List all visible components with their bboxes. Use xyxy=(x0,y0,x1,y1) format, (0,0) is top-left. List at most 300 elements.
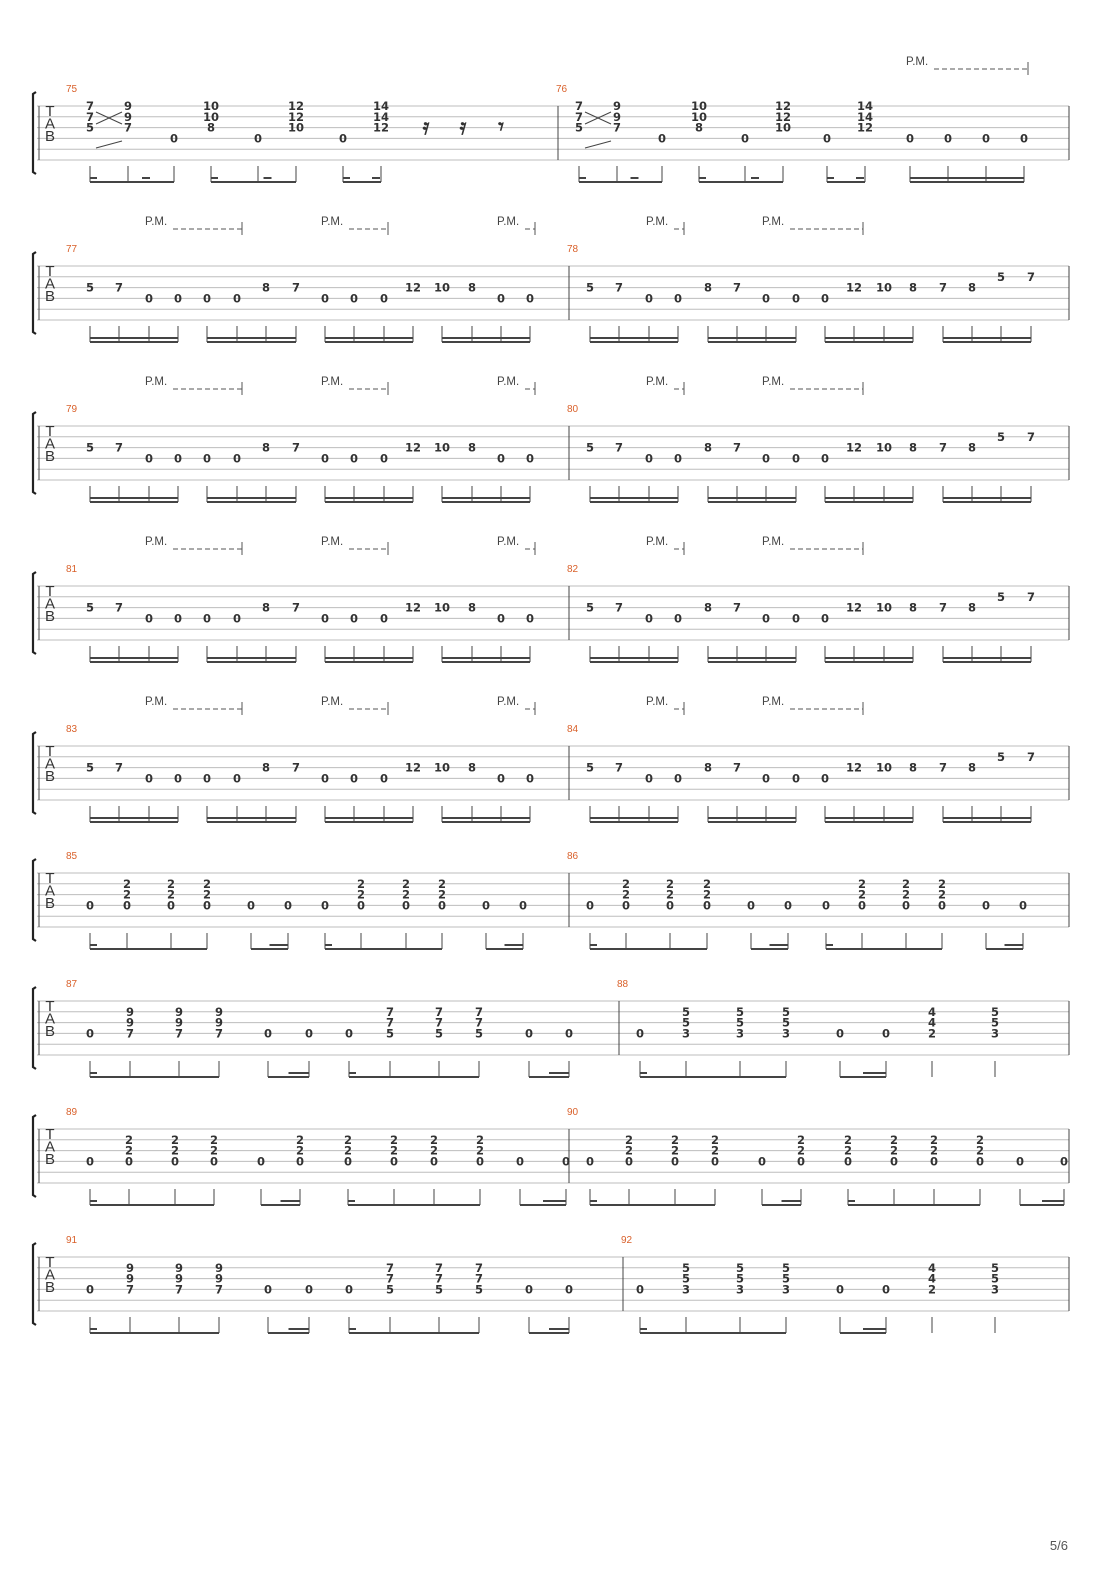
fret-number: 2 xyxy=(202,887,212,902)
fret-number: 2 xyxy=(295,1143,305,1158)
fret-number: 0 xyxy=(437,898,447,913)
fret-number: 2 xyxy=(437,887,447,902)
rhythm-group xyxy=(90,1317,569,1333)
fret-number: 2 xyxy=(122,876,132,891)
fret-number: 7 xyxy=(1026,429,1036,444)
fret-number: 2 xyxy=(889,1143,899,1158)
fret-number: 0 xyxy=(761,291,771,306)
palm-mute-group xyxy=(646,696,863,715)
fret-number: 5 xyxy=(990,1015,1000,1030)
fret-number: 12 xyxy=(856,120,874,135)
fret-number: 2 xyxy=(401,876,411,891)
fret-number: 5 xyxy=(996,749,1006,764)
rhythm-group xyxy=(590,1189,1064,1205)
fret-number: 5 xyxy=(681,1015,691,1030)
fret-number: 0 xyxy=(564,1282,574,1297)
fret-number: 12 xyxy=(845,280,863,295)
fret-number: 0 xyxy=(356,898,366,913)
fret-number: 7 xyxy=(434,1271,444,1286)
fret-number: 7 xyxy=(291,600,301,615)
tab-clef-letter: B xyxy=(44,128,56,145)
rhythm-group xyxy=(640,1317,995,1333)
fret-number: 8 xyxy=(908,760,918,775)
fret-number: 0 xyxy=(761,771,771,786)
fret-number: 7 xyxy=(938,600,948,615)
fret-number: 5 xyxy=(681,1271,691,1286)
fret-number: 7 xyxy=(385,1015,395,1030)
fret-number: 2 xyxy=(796,1132,806,1147)
fret-number: 9 xyxy=(174,1271,184,1286)
tab-clef-letter: A xyxy=(44,275,56,293)
fret-number: 5 xyxy=(585,760,595,775)
rest-symbol: 𝄿 xyxy=(459,114,467,140)
palm-mute-group xyxy=(646,536,863,555)
fret-number: 2 xyxy=(429,1132,439,1147)
rhythm-group xyxy=(90,1061,569,1077)
fret-number: 0 xyxy=(343,1154,353,1169)
fret-number: 2 xyxy=(389,1143,399,1158)
fret-number: 0 xyxy=(144,771,154,786)
fret-number: 0 xyxy=(122,898,132,913)
fret-number: 9 xyxy=(612,99,622,113)
fret-number: 0 xyxy=(783,898,793,913)
note-group xyxy=(86,761,534,786)
fret-number: 0 xyxy=(232,451,242,466)
fret-number: 0 xyxy=(202,611,212,626)
fret-number: 8 xyxy=(261,600,271,615)
fret-number: 5 xyxy=(781,1004,791,1019)
tab-clef-letter: T xyxy=(45,998,55,1015)
fret-number: 12 xyxy=(404,440,422,455)
fret-number: 2 xyxy=(401,887,411,902)
fret-number: 0 xyxy=(169,131,179,146)
fret-number: 14 xyxy=(856,99,874,113)
fret-number: 0 xyxy=(173,611,183,626)
fret-number: 2 xyxy=(166,887,176,902)
fret-number: 0 xyxy=(644,771,654,786)
fret-number: 0 xyxy=(710,1154,720,1169)
measure-number: 91 xyxy=(66,1235,78,1246)
fret-number: 0 xyxy=(232,611,242,626)
fret-number: 0 xyxy=(256,1154,266,1169)
fret-number: 0 xyxy=(173,771,183,786)
measure-number: 81 xyxy=(66,564,78,575)
fret-number: 2 xyxy=(343,1143,353,1158)
fret-number: 0 xyxy=(740,131,750,146)
fret-number: 2 xyxy=(475,1143,485,1158)
fret-number: 0 xyxy=(881,1282,891,1297)
fret-number: 7 xyxy=(1026,749,1036,764)
fret-number: 0 xyxy=(202,898,212,913)
tab-clef-letter: B xyxy=(44,448,56,465)
fret-number: 8 xyxy=(467,760,477,775)
fret-number: 5 xyxy=(385,1282,395,1297)
fret-number: 5 xyxy=(735,1004,745,1019)
fret-number: 0 xyxy=(124,1154,134,1169)
fret-number: 5 xyxy=(85,440,95,455)
fret-number: 0 xyxy=(518,898,528,913)
fret-number: 9 xyxy=(214,1271,224,1286)
fret-number: 0 xyxy=(665,898,675,913)
rhythm-group xyxy=(90,1189,566,1205)
fret-number: 12 xyxy=(845,760,863,775)
fret-number: 7 xyxy=(938,280,948,295)
note-group xyxy=(86,601,534,626)
fret-number: 8 xyxy=(703,440,713,455)
fret-number: 0 xyxy=(209,1154,219,1169)
fret-number: 0 xyxy=(820,451,830,466)
fret-number: 9 xyxy=(214,1015,224,1030)
fret-number: 7 xyxy=(291,760,301,775)
fret-number: 0 xyxy=(144,611,154,626)
fret-number: 7 xyxy=(385,1004,395,1019)
palm-mute-label: P.M. xyxy=(646,376,669,388)
fret-number: 2 xyxy=(843,1132,853,1147)
tab-staff xyxy=(33,859,1069,941)
fret-number: 3 xyxy=(990,1282,1000,1297)
fret-number: 2 xyxy=(901,887,911,902)
tab-clef-letter: A xyxy=(44,115,56,133)
fret-number: 0 xyxy=(673,451,683,466)
fret-number: 9 xyxy=(214,1004,224,1019)
fret-number: 0 xyxy=(901,898,911,913)
note-group xyxy=(86,281,534,306)
fret-number: 7 xyxy=(385,1271,395,1286)
fret-number: 0 xyxy=(496,291,506,306)
palm-mute-label: P.M. xyxy=(321,536,344,548)
fret-number: 10 xyxy=(202,109,220,124)
tab-clef-letter: B xyxy=(44,768,56,785)
fret-number: 2 xyxy=(389,1132,399,1147)
palm-mute-label: P.M. xyxy=(145,216,168,228)
fret-number: 5 xyxy=(574,120,584,135)
fret-number: 0 xyxy=(349,291,359,306)
fret-number: 5 xyxy=(996,429,1006,444)
fret-number: 5 xyxy=(474,1282,484,1297)
fret-number: 5 xyxy=(781,1260,791,1275)
palm-mute-label: P.M. xyxy=(321,696,344,708)
fret-number: 0 xyxy=(144,291,154,306)
measure-number: 85 xyxy=(66,851,78,862)
fret-number: 7 xyxy=(434,1260,444,1275)
fret-number: 7 xyxy=(214,1026,224,1041)
fret-number: 0 xyxy=(981,898,991,913)
fret-number: 5 xyxy=(681,1004,691,1019)
rhythm-group xyxy=(590,646,1031,662)
palm-mute-group xyxy=(646,376,863,395)
fret-number: 7 xyxy=(732,600,742,615)
palm-mute-label: P.M. xyxy=(145,376,168,388)
fret-number: 0 xyxy=(835,1282,845,1297)
fret-number: 0 xyxy=(657,131,667,146)
fret-number: 2 xyxy=(975,1132,985,1147)
fret-number: 0 xyxy=(320,291,330,306)
tab-clef-letter: A xyxy=(44,1138,56,1156)
palm-mute-group xyxy=(646,216,863,235)
fret-number: 5 xyxy=(990,1260,1000,1275)
fret-number: 0 xyxy=(843,1154,853,1169)
fret-number: 0 xyxy=(635,1282,645,1297)
system-bracket xyxy=(33,572,36,654)
fret-number: 2 xyxy=(670,1132,680,1147)
palm-mute-label: P.M. xyxy=(497,696,520,708)
fret-number: 7 xyxy=(114,280,124,295)
fret-number: 5 xyxy=(585,280,595,295)
measure-number: 83 xyxy=(66,724,78,735)
fret-number: 0 xyxy=(320,451,330,466)
fret-number: 8 xyxy=(467,440,477,455)
fret-number: 5 xyxy=(735,1015,745,1030)
fret-number: 0 xyxy=(525,771,535,786)
fret-number: 10 xyxy=(875,280,893,295)
fret-number: 5 xyxy=(781,1015,791,1030)
fret-number: 7 xyxy=(1026,269,1036,284)
fret-number: 0 xyxy=(525,611,535,626)
fret-number: 12 xyxy=(774,99,792,113)
tab-clef-letter: A xyxy=(44,435,56,453)
fret-number: 8 xyxy=(703,280,713,295)
measure-number: 75 xyxy=(66,84,78,95)
palm-mute-label: P.M. xyxy=(762,376,785,388)
fret-number: 10 xyxy=(875,600,893,615)
fret-number: 8 xyxy=(261,760,271,775)
tab-clef-letter: T xyxy=(45,870,55,887)
fret-number: 7 xyxy=(174,1282,184,1297)
tab-staff xyxy=(33,1115,1069,1197)
fret-number: 0 xyxy=(253,131,263,146)
fret-number: 0 xyxy=(857,898,867,913)
fret-number: 3 xyxy=(681,1026,691,1041)
fret-number: 0 xyxy=(1018,898,1028,913)
fret-number: 0 xyxy=(835,1026,845,1041)
fret-number: 0 xyxy=(929,1154,939,1169)
system-bracket xyxy=(33,1243,36,1325)
fret-number: 0 xyxy=(644,291,654,306)
fret-number: 0 xyxy=(295,1154,305,1169)
fret-number: 0 xyxy=(349,611,359,626)
palm-mute-label: P.M. xyxy=(762,696,785,708)
fret-number: 3 xyxy=(781,1026,791,1041)
fret-number: 2 xyxy=(621,876,631,891)
fret-number: 5 xyxy=(474,1026,484,1041)
fret-number: 12 xyxy=(404,280,422,295)
fret-number: 0 xyxy=(670,1154,680,1169)
note-group xyxy=(86,441,534,466)
fret-number: 0 xyxy=(283,898,293,913)
tab-clef-letter: T xyxy=(45,423,55,440)
rest-symbol: 𝄾 xyxy=(498,114,504,140)
fret-number: 0 xyxy=(561,1154,571,1169)
fret-number: 8 xyxy=(703,600,713,615)
rhythm-group xyxy=(579,166,1024,182)
fret-number: 0 xyxy=(975,1154,985,1169)
fret-number: 0 xyxy=(1015,1154,1025,1169)
fret-number: 9 xyxy=(125,1004,135,1019)
fret-number: 0 xyxy=(791,451,801,466)
palm-mute-label: P.M. xyxy=(646,216,669,228)
measure-number: 80 xyxy=(567,404,579,415)
fret-number: 0 xyxy=(202,771,212,786)
fret-number: 0 xyxy=(585,1154,595,1169)
fret-number: 0 xyxy=(820,611,830,626)
fret-number: 0 xyxy=(515,1154,525,1169)
fret-number: 10 xyxy=(433,440,451,455)
fret-number: 0 xyxy=(822,131,832,146)
fret-number: 0 xyxy=(202,451,212,466)
fret-number: 0 xyxy=(144,451,154,466)
system-bracket xyxy=(33,732,36,814)
fret-number: 8 xyxy=(908,440,918,455)
fret-number: 0 xyxy=(796,1154,806,1169)
fret-number: 10 xyxy=(875,760,893,775)
palm-mute-group xyxy=(145,536,535,555)
tab-clef-letter: A xyxy=(44,882,56,900)
fret-number: 2 xyxy=(843,1143,853,1158)
fret-number: 7 xyxy=(938,760,948,775)
fret-number: 7 xyxy=(474,1260,484,1275)
fret-number: 8 xyxy=(967,760,977,775)
fret-number: 2 xyxy=(624,1143,634,1158)
fret-number: 5 xyxy=(681,1260,691,1275)
measure-number: 76 xyxy=(556,84,568,95)
fret-number: 5 xyxy=(990,1271,1000,1286)
measure-number: 82 xyxy=(567,564,579,575)
fret-number: 0 xyxy=(85,1282,95,1297)
fret-number: 2 xyxy=(475,1132,485,1147)
fret-number: 0 xyxy=(349,771,359,786)
palm-mute-label: P.M. xyxy=(321,376,344,388)
fret-number: 7 xyxy=(732,760,742,775)
fret-number: 0 xyxy=(496,771,506,786)
system-bracket xyxy=(33,92,36,174)
palm-mute-label: P.M. xyxy=(906,56,929,68)
fret-number: 0 xyxy=(429,1154,439,1169)
fret-number: 5 xyxy=(385,1026,395,1041)
fret-number: 7 xyxy=(125,1026,135,1041)
fret-number: 5 xyxy=(434,1282,444,1297)
fret-number: 5 xyxy=(735,1260,745,1275)
fret-number: 2 xyxy=(857,876,867,891)
fret-number: 9 xyxy=(125,1015,135,1030)
system-bracket xyxy=(33,987,36,1069)
rhythm-group xyxy=(90,806,530,822)
fret-number: 12 xyxy=(404,760,422,775)
fret-number: 4 xyxy=(927,1260,937,1275)
fret-number: 7 xyxy=(574,109,584,124)
fret-number: 0 xyxy=(644,451,654,466)
fret-number: 2 xyxy=(202,876,212,891)
fret-number: 0 xyxy=(475,1154,485,1169)
palm-mute-label: P.M. xyxy=(646,536,669,548)
fret-number: 2 xyxy=(929,1132,939,1147)
fret-number: 7 xyxy=(174,1026,184,1041)
fret-number: 0 xyxy=(202,291,212,306)
palm-mute-label: P.M. xyxy=(497,216,520,228)
fret-number: 0 xyxy=(791,291,801,306)
measure-number: 92 xyxy=(621,1235,633,1246)
fret-number: 2 xyxy=(170,1143,180,1158)
fret-number: 2 xyxy=(702,876,712,891)
fret-number: 5 xyxy=(85,280,95,295)
fret-number: 2 xyxy=(209,1143,219,1158)
fret-number: 2 xyxy=(429,1143,439,1158)
fret-number: 2 xyxy=(889,1132,899,1147)
fret-number: 7 xyxy=(614,600,624,615)
fret-number: 10 xyxy=(690,109,708,124)
fret-number: 0 xyxy=(746,898,756,913)
fret-number: 10 xyxy=(433,760,451,775)
fret-number: 3 xyxy=(681,1282,691,1297)
fret-number: 2 xyxy=(927,1026,937,1041)
fret-number: 2 xyxy=(796,1143,806,1158)
slide-line xyxy=(96,141,122,148)
fret-number: 0 xyxy=(644,611,654,626)
fret-number: 0 xyxy=(263,1026,273,1041)
fret-number: 2 xyxy=(124,1132,134,1147)
fret-number: 0 xyxy=(338,131,348,146)
rhythm-group xyxy=(90,646,530,662)
fret-number: 7 xyxy=(938,440,948,455)
fret-number: 2 xyxy=(702,887,712,902)
fret-number: 4 xyxy=(927,1004,937,1019)
tab-clef-letter: T xyxy=(45,1254,55,1271)
fret-number: 8 xyxy=(908,280,918,295)
fret-number: 0 xyxy=(524,1026,534,1041)
rhythm-group xyxy=(590,806,1031,822)
fret-number: 2 xyxy=(670,1143,680,1158)
fret-number: 0 xyxy=(791,771,801,786)
tab-clef-letter: B xyxy=(44,288,56,305)
fret-number: 0 xyxy=(585,898,595,913)
fret-number: 5 xyxy=(585,440,595,455)
tab-clef-letter: B xyxy=(44,1279,56,1296)
fret-number: 2 xyxy=(356,876,366,891)
palm-mute-label: P.M. xyxy=(646,696,669,708)
rhythm-group xyxy=(590,933,1023,949)
fret-number: 0 xyxy=(820,771,830,786)
fret-number: 8 xyxy=(703,760,713,775)
tab-clef-letter: T xyxy=(45,103,55,120)
fret-number: 0 xyxy=(702,898,712,913)
fret-number: 7 xyxy=(732,440,742,455)
fret-number: 7 xyxy=(114,600,124,615)
fret-number: 12 xyxy=(287,109,305,124)
fret-number: 8 xyxy=(967,280,977,295)
fret-number: 8 xyxy=(261,440,271,455)
fret-number: 7 xyxy=(85,109,95,124)
fret-number: 0 xyxy=(263,1282,273,1297)
fret-number: 0 xyxy=(525,451,535,466)
fret-number: 5 xyxy=(781,1271,791,1286)
fret-number: 0 xyxy=(349,451,359,466)
fret-number: 2 xyxy=(975,1143,985,1158)
rhythm-group xyxy=(590,486,1031,502)
fret-number: 7 xyxy=(125,1282,135,1297)
fret-number: 0 xyxy=(170,1154,180,1169)
fret-number: 0 xyxy=(1019,131,1029,146)
fret-number: 2 xyxy=(295,1132,305,1147)
palm-mute-group xyxy=(906,56,1028,75)
fret-number: 0 xyxy=(673,291,683,306)
fret-number: 0 xyxy=(881,1026,891,1041)
fret-number: 8 xyxy=(967,600,977,615)
fret-number: 0 xyxy=(673,771,683,786)
fret-number: 14 xyxy=(372,109,390,124)
fret-number: 9 xyxy=(123,109,133,124)
fret-number: 0 xyxy=(820,291,830,306)
tab-clef-letter: B xyxy=(44,1023,56,1040)
fret-number: 0 xyxy=(524,1282,534,1297)
